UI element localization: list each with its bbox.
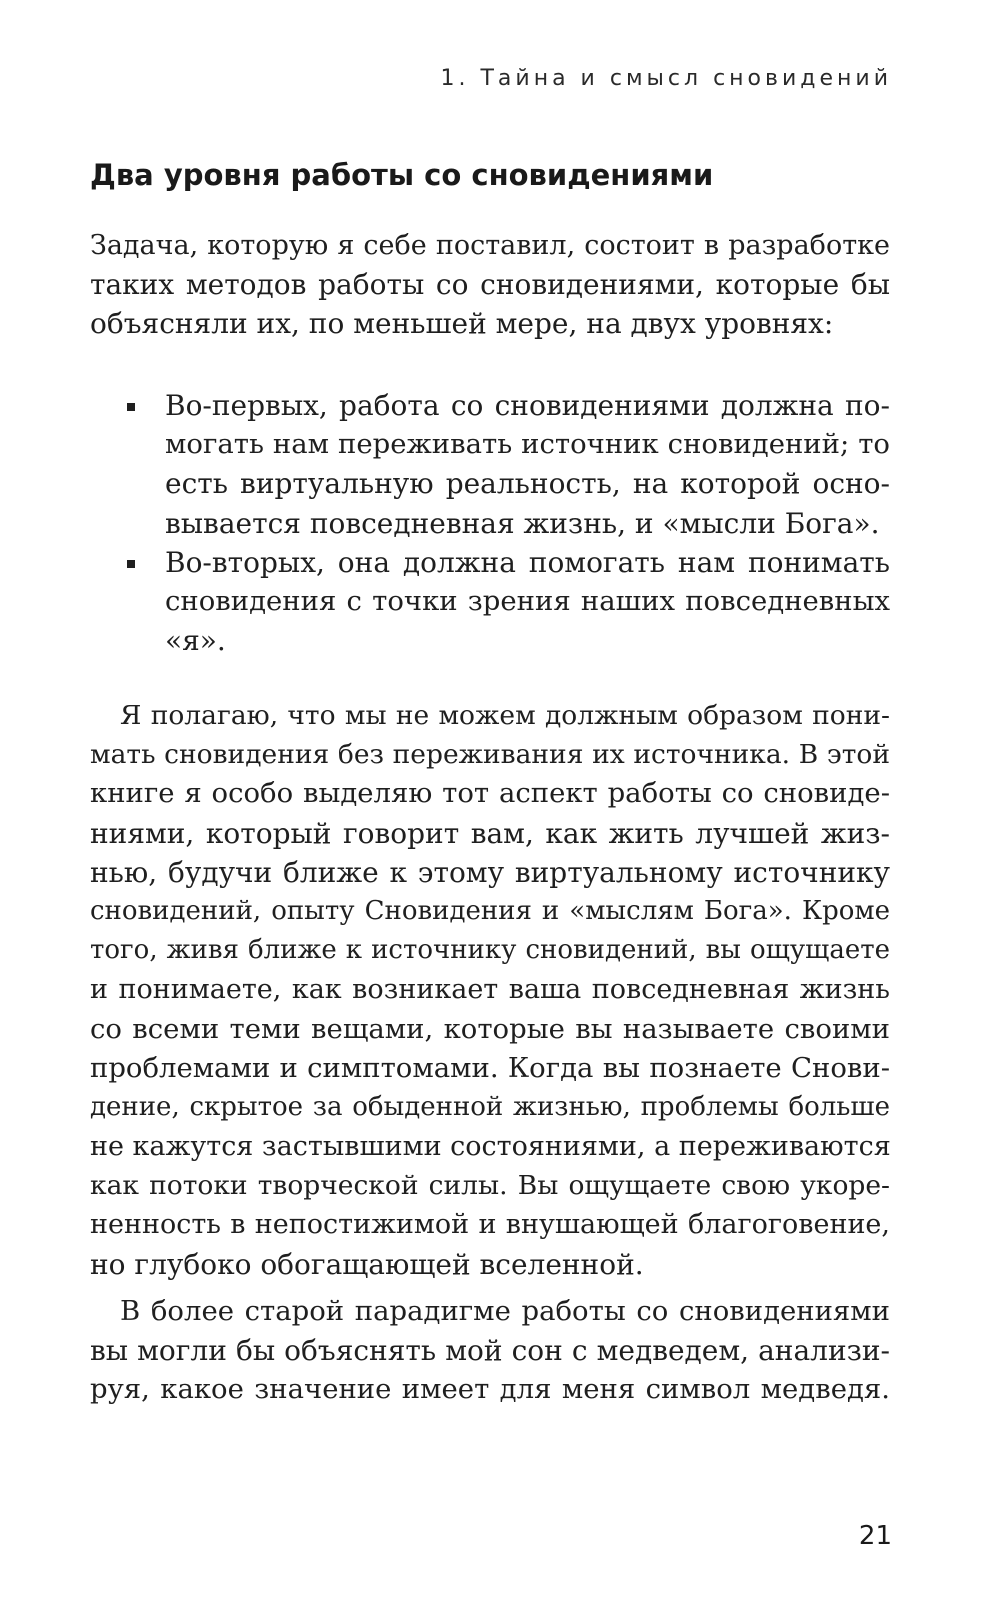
text-line: «я». [165, 624, 226, 658]
text-line: вы могли бы объяснять мой сон с медведем, анализи- [90, 1334, 890, 1368]
body-paragraph-2 [90, 1292, 890, 1410]
square-bullet-icon [127, 403, 135, 411]
text-line: нью, будучи ближе к этому виртуальному источнику [90, 855, 890, 889]
text-line: не кажутся застывшими состояниями, а переживаются [90, 1131, 891, 1163]
text-line: В более старой парадигме работы со сновидениями [120, 1295, 890, 1327]
section-title: Два уровня работы со сновидениями [90, 158, 714, 192]
text-line: книге я особо выделяю тот аспект работы со сновиде- [90, 777, 890, 810]
text-line: ненность в непостижимой и внушающей благоговение, [90, 1209, 890, 1241]
text-line: сновидений, опыту Сновидения и «мыслям Бога». Кроме [90, 895, 890, 926]
text-line: как потоки творческой силы. Вы ощущаете свою укоре- [90, 1170, 890, 1202]
text-line: дение, скрытое за обыденной жизнью, проблемы больше [90, 1091, 890, 1122]
square-bullet-icon [127, 560, 135, 568]
bullet-list [90, 386, 890, 660]
running-head: 1. Тайна и смысл сновидений [440, 66, 892, 91]
page-number: 21 [858, 1521, 892, 1551]
text-line: но глубоко обогащающей вселенной. [90, 1247, 644, 1281]
text-line: есть виртуальную реальность, на которой осно- [165, 467, 890, 501]
text-line: Во-вторых, она должна помогать нам понимать [165, 545, 890, 579]
text-line: таких методов работы со сновидениями, которые бы [90, 268, 890, 302]
body-paragraph-1 [90, 696, 890, 1284]
bullet-item [90, 543, 890, 661]
intro-paragraph [90, 226, 890, 344]
text-line: Задача, которую я себе поставил, состоит в разработке [90, 230, 890, 261]
text-line: того, живя ближе к источнику сновидений, вы ощущаете [90, 935, 890, 966]
text-line: мать сновидения без переживания их источника. В этой [90, 739, 890, 771]
text-line: ниями, который говорит вам, как жить лучшей жиз- [90, 816, 890, 850]
text-line: проблемами и симптомами. Когда вы познаете Снови- [90, 1051, 890, 1084]
text-line: сновидения с точки зрения наших повседневных [165, 584, 890, 617]
text-line: вывается повседневная жизнь, и «мысли Бога». [165, 506, 880, 540]
text-line: со всеми теми вещами, которые вы называете своими [90, 1012, 890, 1045]
text-line: объясняли их, по меньшей мере, на двух уровнях: [90, 307, 834, 341]
text-line: руя, какое значение имеет для меня символ медведя. [90, 1373, 890, 1406]
text-line: могать нам переживать источник сновидений; то [165, 428, 890, 461]
text-line: и понимаете, как возникает ваша повседневная жизнь [90, 974, 890, 1006]
text-line: Я полагаю, что мы не можем должным образом пони- [120, 700, 890, 731]
text-line: Во-первых, работа со сновидениями должна по- [165, 389, 890, 422]
bullet-item [90, 386, 890, 543]
